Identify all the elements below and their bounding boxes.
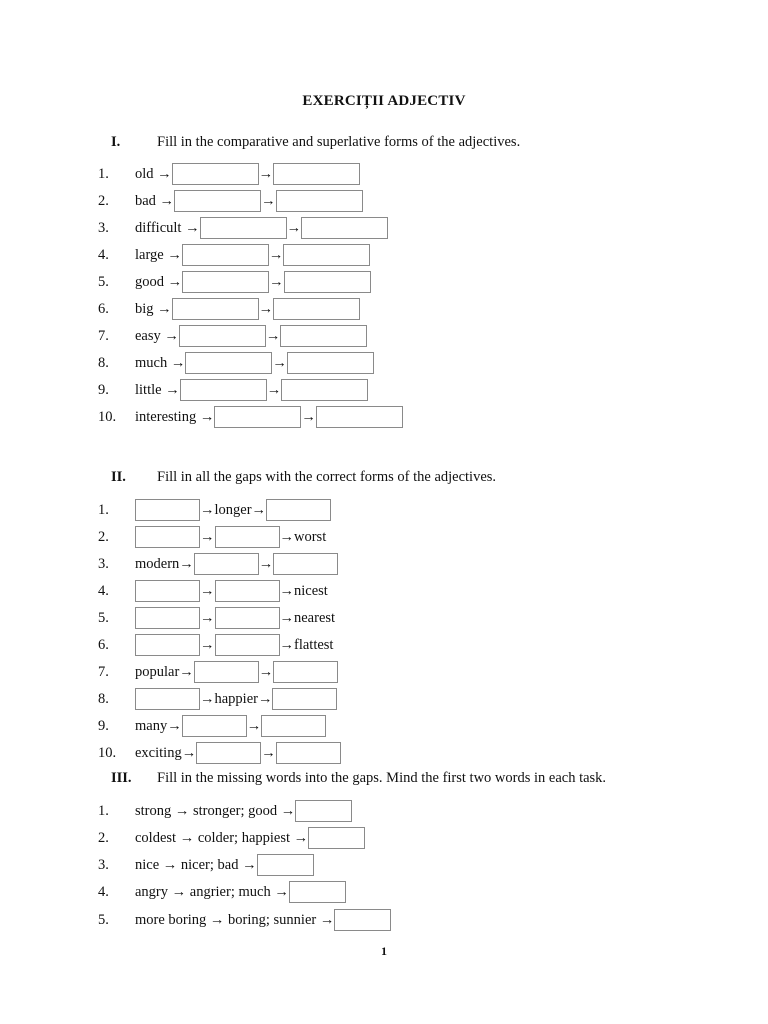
s1-item-4-number: 4.: [98, 247, 109, 263]
superlative-word: nicest: [294, 583, 328, 599]
section-2-instruction: Fill in all the gaps with the correct forms of the adjectives.: [157, 469, 497, 485]
adjective-label: bad →: [135, 193, 175, 209]
comparative-word: happier: [214, 691, 258, 707]
adjective-label: interesting →: [135, 409, 215, 425]
s2-item-5-number: 5.: [98, 610, 109, 626]
arrow: →: [200, 529, 215, 545]
base-input[interactable]: [135, 634, 200, 656]
base-input[interactable]: [135, 526, 200, 548]
arrow: →: [279, 637, 294, 653]
base-input[interactable]: [135, 499, 200, 521]
arrow: →: [200, 691, 215, 707]
adjective-label: big →: [135, 301, 172, 317]
superlative-input[interactable]: [273, 298, 360, 320]
task-text: nice → nicer; bad →: [135, 857, 257, 873]
s2-item-4-content: [135, 580, 328, 602]
base-input[interactable]: [135, 688, 200, 710]
s1-item-10-content: [135, 406, 403, 428]
s1-item-8-content: [135, 352, 374, 374]
page-number: 1: [381, 944, 387, 958]
arrow: →: [261, 745, 276, 761]
s2-item-6-number: 6.: [98, 637, 109, 653]
superlative-input[interactable]: [273, 163, 360, 185]
s1-item-9-content: [135, 379, 368, 401]
arrow: →: [258, 556, 274, 572]
comparative-input[interactable]: [194, 661, 259, 683]
comparative-input[interactable]: [215, 634, 280, 656]
section-2-heading: [111, 469, 496, 486]
arrow: →: [279, 610, 294, 626]
s2-item-7-content: [135, 661, 338, 683]
answer-input[interactable]: [334, 909, 391, 931]
arrow: →: [268, 247, 284, 263]
s2-item-7-number: 7.: [98, 664, 109, 680]
s2-item-6-content: [135, 634, 333, 656]
s1-item-6-number: 6.: [98, 301, 109, 317]
adjective-label: old →: [135, 166, 172, 182]
task-text: strong → stronger; good →: [135, 803, 296, 819]
comparative-input[interactable]: [200, 217, 287, 239]
superlative-input[interactable]: [301, 217, 388, 239]
task-text: angry → angrier; much →: [135, 884, 289, 900]
superlative-word: worst: [294, 529, 327, 545]
s3-item-2-number: 2.: [98, 830, 109, 846]
base-input[interactable]: [135, 580, 200, 602]
s3-item-3-content: [135, 854, 314, 876]
answer-input[interactable]: [289, 881, 346, 903]
comparative-input[interactable]: [196, 742, 261, 764]
page-title: EXERCIȚII ADJECTIV: [302, 93, 466, 109]
adjective-label: large →: [135, 247, 182, 263]
comparative-input[interactable]: [182, 271, 269, 293]
base-input[interactable]: [135, 607, 200, 629]
s3-item-5-number: 5.: [98, 912, 109, 928]
comparative-input[interactable]: [174, 190, 261, 212]
arrow: →: [179, 664, 194, 680]
s2-item-8-number: 8.: [98, 691, 109, 707]
arrow: →: [301, 409, 316, 425]
adjective-label: good →: [135, 274, 183, 290]
arrow: →: [266, 382, 282, 398]
s1-item-1-content: [135, 163, 360, 185]
s2-item-2-number: 2.: [98, 529, 109, 545]
arrow: →: [246, 718, 262, 734]
superlative-input[interactable]: [273, 553, 338, 575]
comparative-input[interactable]: [182, 715, 247, 737]
arrow: →: [181, 745, 197, 761]
arrow: →: [258, 664, 274, 680]
arrow: →: [279, 583, 294, 599]
comparative-input[interactable]: [172, 163, 259, 185]
superlative-input[interactable]: [276, 190, 363, 212]
s2-item-4-number: 4.: [98, 583, 109, 599]
comparative-input[interactable]: [180, 379, 267, 401]
s1-item-10-number: 10.: [98, 409, 117, 425]
superlative-input[interactable]: [316, 406, 403, 428]
comparative-input[interactable]: [185, 352, 272, 374]
arrow: →: [251, 502, 267, 518]
comparative-input[interactable]: [172, 298, 259, 320]
superlative-input[interactable]: [273, 661, 338, 683]
s3-item-1-content: [135, 800, 352, 822]
superlative-word: flattest: [294, 637, 334, 653]
arrow: →: [265, 328, 281, 344]
s2-item-2-content: [135, 526, 326, 548]
comparative-input[interactable]: [215, 607, 280, 629]
comparative-input[interactable]: [215, 526, 280, 548]
section-1-instruction: Fill in the comparative and superlative forms of the adjectives.: [157, 134, 521, 150]
s1-item-2-content: [135, 190, 363, 212]
s1-item-2-number: 2.: [98, 193, 109, 209]
s1-item-3-number: 3.: [98, 220, 109, 236]
s3-item-1-number: 1.: [98, 803, 109, 819]
superlative-input[interactable]: [281, 379, 368, 401]
superlative-input[interactable]: [280, 325, 367, 347]
answer-input[interactable]: [257, 854, 314, 876]
adjective-label: difficult →: [135, 220, 200, 236]
s3-item-5-content: [135, 909, 391, 931]
arrow: →: [200, 637, 215, 653]
base-word: modern: [135, 556, 180, 572]
superlative-input[interactable]: [266, 499, 331, 521]
section-3-heading: [111, 770, 606, 787]
s1-item-3-content: [135, 217, 388, 239]
arrow: →: [261, 193, 276, 209]
s1-item-7-content: [135, 325, 367, 347]
superlative-input[interactable]: [287, 352, 374, 374]
s1-item-8-number: 8.: [98, 355, 109, 371]
s1-item-9-number: 9.: [98, 382, 109, 398]
comparative-input[interactable]: [194, 553, 259, 575]
comparative-input[interactable]: [215, 580, 280, 602]
adjective-label: much →: [135, 355, 186, 371]
answer-input[interactable]: [295, 800, 352, 822]
arrow: →: [269, 274, 284, 290]
s1-item-7-number: 7.: [98, 328, 109, 344]
s3-item-3-number: 3.: [98, 857, 109, 873]
s2-item-9-content: [135, 715, 326, 737]
s2-item-5-content: [135, 607, 335, 629]
comparative-input[interactable]: [214, 406, 301, 428]
superlative-input[interactable]: [261, 715, 326, 737]
adjective-label: little →: [135, 382, 180, 398]
arrow: →: [200, 583, 215, 599]
superlative-input[interactable]: [284, 271, 371, 293]
superlative-input[interactable]: [272, 688, 337, 710]
s2-item-10-number: 10.: [98, 745, 117, 761]
superlative-input[interactable]: [283, 244, 370, 266]
s2-item-1-number: 1.: [98, 502, 109, 518]
arrow: →: [272, 355, 287, 371]
arrow: →: [200, 502, 215, 518]
base-word: popular: [135, 664, 180, 680]
s1-item-5-number: 5.: [98, 274, 109, 290]
s1-item-6-content: [135, 298, 360, 320]
section-2-number: II.: [111, 469, 126, 485]
comparative-input[interactable]: [179, 325, 266, 347]
s1-item-1-number: 1.: [98, 166, 109, 182]
arrow: →: [258, 301, 274, 317]
task-text: more boring → boring; sunnier →: [135, 912, 335, 928]
task-text: coldest → colder; happiest →: [135, 830, 309, 846]
s2-item-3-number: 3.: [98, 556, 109, 572]
comparative-input[interactable]: [182, 244, 269, 266]
s1-item-4-content: [135, 244, 370, 266]
arrow: →: [279, 529, 294, 545]
answer-input[interactable]: [308, 827, 365, 849]
s3-item-4-number: 4.: [98, 884, 109, 900]
s2-item-3-content: [135, 553, 338, 575]
s2-item-8-content: [135, 688, 337, 710]
s3-item-2-content: [135, 827, 365, 849]
s2-item-10-content: [135, 742, 341, 764]
section-1-number: I.: [111, 134, 121, 150]
arrow: →: [200, 610, 215, 626]
superlative-input[interactable]: [276, 742, 341, 764]
section-3-number: III.: [111, 770, 132, 786]
superlative-word: nearest: [294, 610, 336, 626]
arrow: →: [179, 556, 194, 572]
arrow: →: [257, 691, 273, 707]
section-3-instruction: Fill in the missing words into the gaps. Mind the first two words in each task.: [157, 770, 607, 786]
s2-item-1-content: [135, 499, 331, 521]
base-word: many: [135, 718, 168, 734]
arrow: →: [258, 166, 274, 182]
s2-item-9-number: 9.: [98, 718, 109, 734]
comparative-word: longer: [214, 502, 252, 518]
base-word: exciting: [135, 745, 182, 761]
adjective-label: easy →: [135, 328, 179, 344]
s1-item-5-content: [135, 271, 371, 293]
section-1-heading: [111, 134, 520, 151]
s3-item-4-content: [135, 881, 346, 903]
arrow: →: [286, 220, 302, 236]
arrow: →: [167, 718, 182, 734]
